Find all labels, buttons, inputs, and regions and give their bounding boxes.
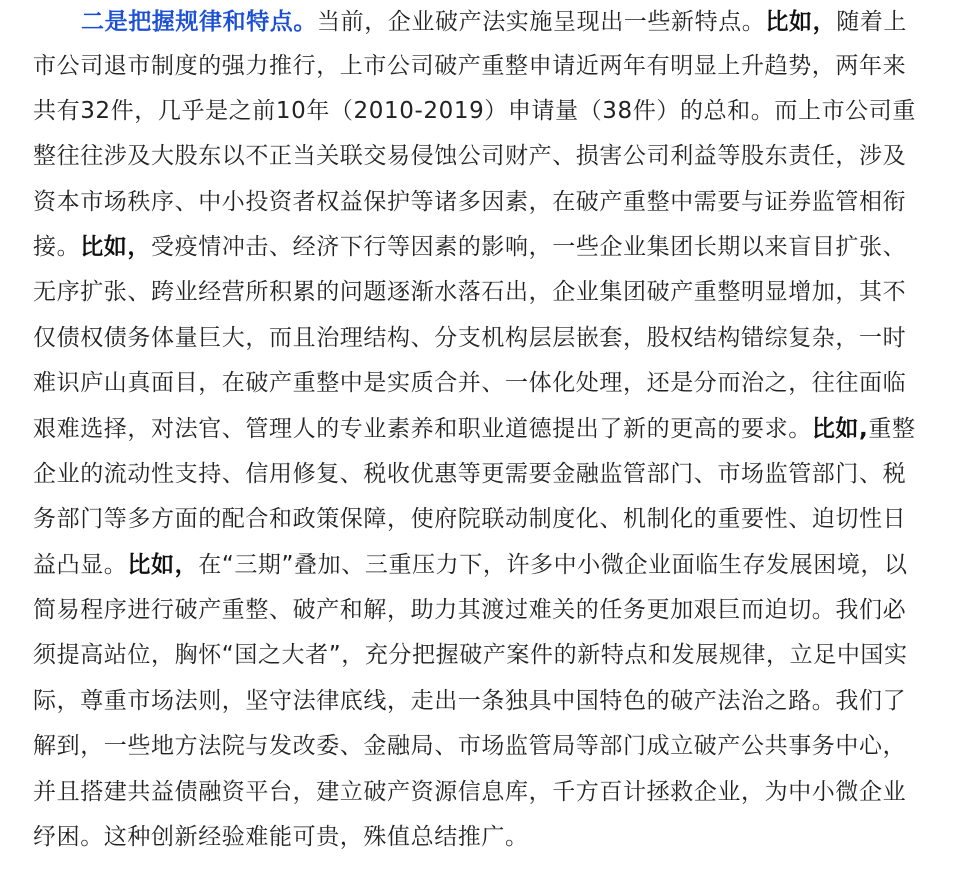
paragraph-line <box>81 0 907 45</box>
line-text: 受疫情冲击、经济下行等因素的影响，一些企业集团长期以来盲目扩张、 <box>151 234 907 260</box>
section-heading: 二是把握规律和特点。 <box>81 9 317 35</box>
line-text: 重整 <box>868 416 916 442</box>
paragraph-line <box>33 407 916 452</box>
line-text: 在“三期”叠加、三重压力下，许多中小微企业面临生存发展困境，以 <box>198 552 908 578</box>
paragraph-line: 简易程序进行破产重整、破产和解，助力其渡过难关的任务更加艰巨而迫切。我们必 <box>33 597 907 623</box>
paragraph-line: 企业的流动性支持、信用修复、税收优惠等更需要金融监管部门、市场监管部门、税 <box>33 461 907 487</box>
line-text: 艰难选择，对法官、管理人的专业素养和职业道德提出了新的更高的要求。 <box>33 416 812 442</box>
paragraph-line: 解到，一些地方法院与发改委、金融局、市场监管局等部门成立破产公共事务中心， <box>33 733 907 759</box>
paragraph-line: 难识庐山真面目，在破产重整中是实质合并、一体化处理，还是分而治之，往往面临 <box>33 370 907 396</box>
paragraph-line: 并且搭建共益债融资平台，建立破产资源信息库，千方百计拯救企业，为中小微企业 <box>33 779 907 805</box>
paragraph-line: 仅债权债务体量巨大，而且治理结构、分支机构层层嵌套，股权结构错综复杂，一时 <box>33 325 907 351</box>
paragraph-line: 须提高站位，胸怀“国之大者”，充分把握破产案件的新特点和发展规律，立足中国实 <box>33 642 908 668</box>
line-text: 接。 <box>33 234 81 260</box>
paragraph-line: 市公司退市制度的强力推行，上市公司破产重整申请近两年有明显上升趋势，两年来 <box>33 53 907 79</box>
line-text: 益凸显。 <box>33 552 128 578</box>
line-text: 随着上 <box>836 9 908 35</box>
bold-example-marker: 比如, <box>811 416 869 442</box>
bold-example-marker: 比如， <box>765 9 837 35</box>
bold-example-marker: 比如， <box>127 552 199 578</box>
paragraph-line: 无序扩张、跨业经营所积累的问题逐渐水落石出，企业集团破产重整明显增加，其不 <box>33 279 907 305</box>
paragraph-line: 际，尊重市场法则，坚守法律底线，走出一条独具中国特色的破产法治之路。我们了 <box>33 688 907 714</box>
paragraph-line: 共有32件，几乎是之前10年（2010-2019）申请量（38件）的总和。而上市公司重 <box>33 98 916 124</box>
paragraph-line: 务部门等多方面的配合和政策保障，使府院联动制度化、机制化的重要性、迫切性日 <box>33 506 907 532</box>
paragraph-line: 整往往涉及大股东以不正当关联交易侵蚀公司财产、损害公司利益等股东责任，涉及 <box>33 143 907 169</box>
line-text: 当前，企业破产法实施呈现出一些新特点。 <box>317 9 766 35</box>
paragraph-line <box>33 543 908 588</box>
paragraph-line: 资本市场秩序、中小投资者权益保护等诸多因素，在破产重整中需要与证券监管相衔 <box>33 189 907 215</box>
paragraph-line <box>33 225 906 270</box>
paragraph-line: 纾困。这种创新经验难能可贵，殊值总结推广。 <box>33 824 529 850</box>
bold-example-marker: 比如， <box>80 234 152 260</box>
